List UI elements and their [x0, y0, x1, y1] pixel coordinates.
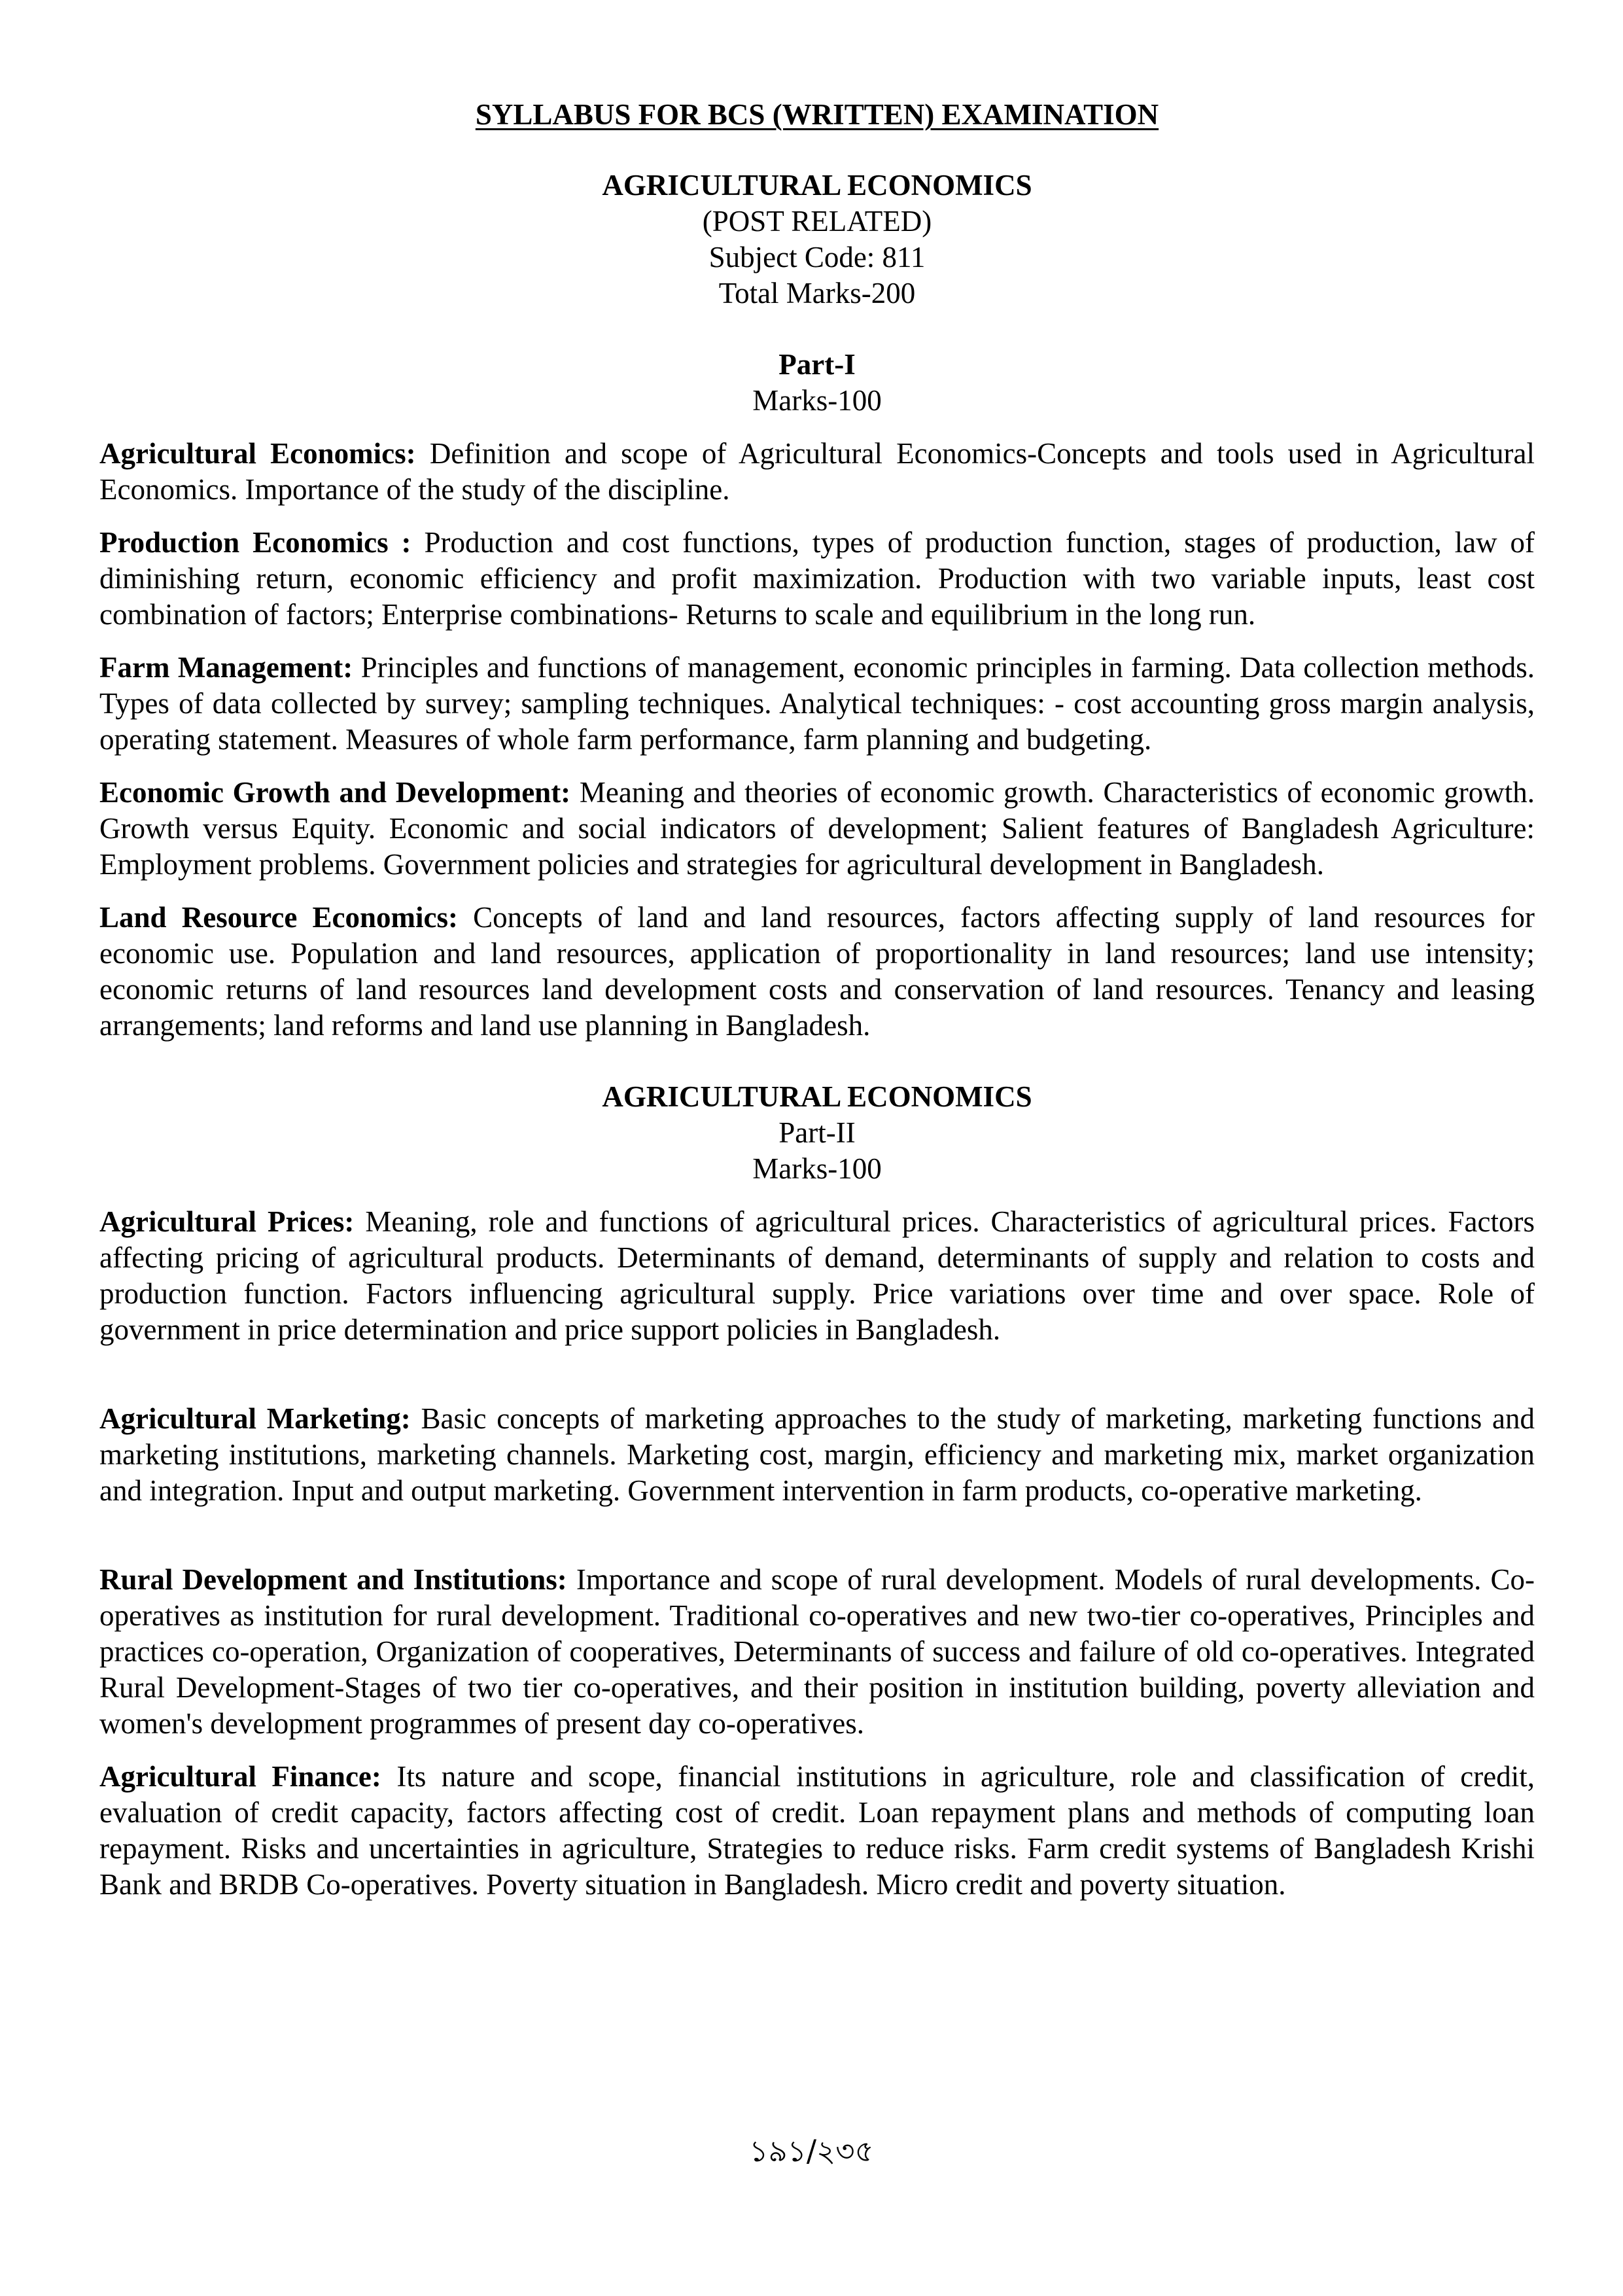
- topic-body: Principles and functions of management, economic principles in farming. Data collection methods. Types of data collected by survey; sampling techniques. Analytical techniques: - cost accounting gross margin analysis, operating statement. Measures of whole farm performance, farm planning and budgeting.: [99, 651, 1535, 756]
- topic-title: Agricultural Marketing:: [99, 1402, 411, 1435]
- part2-topic: [99, 1759, 1535, 1903]
- part1-topic: [99, 525, 1535, 633]
- part1-marks: Marks-100: [752, 384, 882, 417]
- part1-topic: [99, 650, 1535, 758]
- part1-heading: Part-I: [778, 348, 856, 381]
- topic-body: Importance and scope of rural development. Models of rural developments. Co-operatives as institution for rural development. Traditional co-operatives and new two-tier co-operatives, Principles and practices co-operation, Organization of cooperatives, Determinants of success and failure of old co-operatives. Integrated Rural Development-Stages of two tier co-operatives, and their position in institution building, poverty alleviation and women's development programmes of present day co-operatives.: [99, 1563, 1535, 1740]
- topic-title: Economic Growth and Development:: [99, 776, 571, 809]
- topic-body: Meaning and theories of economic growth. Characteristics of economic growth. Growth versus Equity. Economic and social indicators of development; Salient features of Bangladesh Agriculture: Employment problems. Government policies and strategies for agricultural development in Bangladesh.: [99, 776, 1535, 881]
- part2-marks: Marks-100: [752, 1152, 882, 1185]
- part1-topic: [99, 436, 1535, 508]
- topic-body: Production and cost functions, types of production function, stages of production, law of diminishing return, economic efficiency and profit maximization. Production with two variable inputs, least cost combination of factors; Enterprise combinations- Returns to scale and equilibrium in the long run.: [99, 526, 1535, 631]
- part2-header: [99, 1079, 1535, 1187]
- topic-title: Land Resource Economics:: [99, 901, 458, 934]
- part2-topic: [99, 1204, 1535, 1348]
- topic-title: Agricultural Finance:: [99, 1760, 381, 1793]
- part2-heading: Part-II: [778, 1116, 856, 1149]
- part1-topic: [99, 775, 1535, 883]
- post-note: (POST RELATED): [702, 205, 932, 238]
- topic-body: Basic concepts of marketing approaches to the study of marketing, marketing functions and marketing institutions, marketing channels. Marketing cost, margin, efficiency and marketing mix, market organization and integration. Input and output marketing. Government intervention in farm products, co-operative marketing.: [99, 1402, 1535, 1507]
- topic-body: Its nature and scope, financial institutions in agriculture, role and classification of credit, evaluation of credit capacity, factors affecting cost of credit. Loan repayment plans and methods of computing loan repayment. Risks and uncertainties in agriculture, Strategies to reduce risks. Farm credit systems of Bangladesh Krishi Bank and BRDB Co-operatives. Poverty situation in Bangladesh. Micro credit and poverty situation.: [99, 1760, 1535, 1901]
- part2-topic: [99, 1401, 1535, 1509]
- total-marks: Total Marks-200: [718, 277, 916, 309]
- topic-title: Agricultural Prices:: [99, 1205, 355, 1238]
- subject-header: [99, 168, 1535, 311]
- topic-title: Production Economics :: [99, 526, 411, 559]
- part2-subject: AGRICULTURAL ECONOMICS: [602, 1080, 1032, 1113]
- document-title: SYLLABUS FOR BCS (WRITTEN) EXAMINATION: [475, 98, 1159, 131]
- topic-body: Definition and scope of Agricultural Economics-Concepts and tools used in Agricultural Economics. Importance of the study of the discipline.: [99, 437, 1535, 506]
- part2-topic: [99, 1562, 1535, 1742]
- page-number: ১৯১/২৩৫: [749, 2134, 874, 2168]
- subject-name: AGRICULTURAL ECONOMICS: [602, 169, 1032, 202]
- part1-header: [99, 347, 1535, 419]
- subject-code: Subject Code: 811: [708, 241, 926, 274]
- document-page: [99, 97, 1535, 1920]
- topic-title: Rural Development and Institutions:: [99, 1563, 567, 1596]
- topic-body: Meaning, role and functions of agricultural prices. Characteristics of agricultural prices. Factors affecting pricing of agricultural products. Determinants of demand, determinants of supply and relation to costs and production function. Factors influencing agricultural supply. Price variations over time and over space. Role of government in price determination and price support policies in Bangladesh.: [99, 1205, 1535, 1346]
- topic-title: Agricultural Economics:: [99, 437, 416, 470]
- topic-body: Concepts of land and land resources, factors affecting supply of land resources for economic use. Population and land resources, application of proportionality in land resources; land use intensity; economic returns of land resources land development costs and conservation of land resources. Tenancy and leasing arrangements; land reforms and land use planning in Bangladesh.: [99, 901, 1535, 1042]
- part1-topic: [99, 900, 1535, 1044]
- topic-title: Farm Management:: [99, 651, 353, 684]
